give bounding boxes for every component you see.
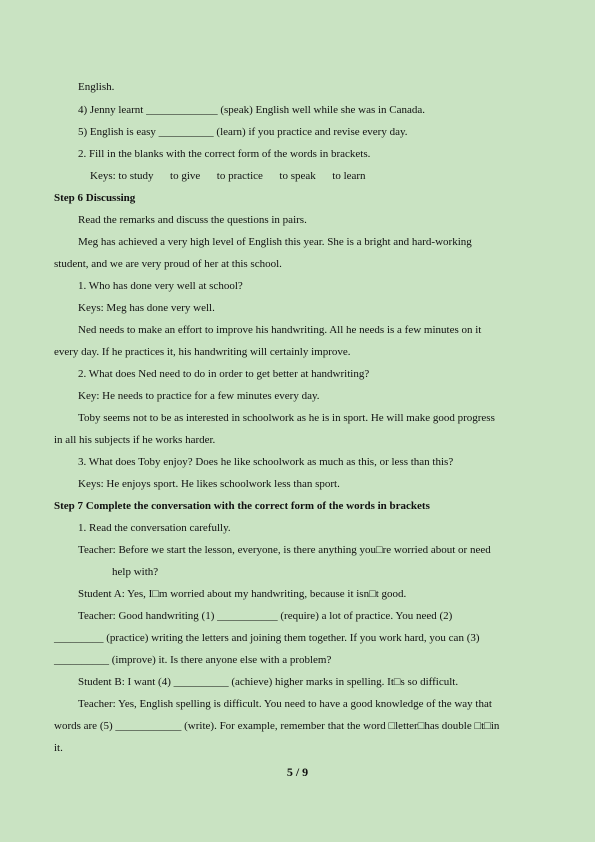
text-line: Teacher: Yes, English spelling is difficult. You need to have a good knowledge of the way that [78, 698, 492, 710]
keys-line: Keys: Meg has done very well. [78, 302, 215, 314]
text-line: 5) English is easy __________ (learn) if you practice and revise every day. [78, 126, 408, 138]
text-line: 4) Jenny learnt _____________ (speak) English well while she was in Canada. [78, 104, 426, 116]
keys-line: Keys: He enjoys sport. He likes schoolwork less than sport. [78, 478, 340, 490]
page-number: 5 / 9 [286, 765, 309, 779]
keys-line: Keys: to study to give to practice to speak to learn [90, 170, 366, 182]
text-line: 2. Fill in the blanks with the correct form of the words in brackets. [78, 148, 371, 160]
text-line: 1. Read the conversation carefully. [78, 522, 231, 534]
text-line: student, and we are very proud of her at this school. [54, 258, 282, 270]
text-line: it. [54, 742, 63, 754]
text-line: help with? [112, 566, 159, 578]
text-line: Toby seems not to be as interested in schoolwork as he is in sport. He will make good progress [78, 412, 495, 424]
question-line: 1. Who has done very well at school? [78, 280, 243, 292]
text-line: Ned needs to make an effort to improve his handwriting. All he needs is a few minutes on it [78, 324, 482, 336]
text-line: Teacher: Good handwriting (1) ___________ (require) a lot of practice. You need (2) [78, 610, 453, 622]
question-line: 2. What does Ned need to do in order to get better at handwriting? [78, 368, 370, 380]
text-line: Student B: I want (4) __________ (achieve) higher marks in spelling. It□s so difficult. [78, 676, 459, 688]
section-heading: Step 6 Discussing [54, 192, 136, 204]
text-line: Student A: Yes, I□m worried about my handwriting, because it isn□t good. [78, 588, 407, 600]
text-line: _________ (practice) writing the letters and joining them together. If you work hard, you can (3) [54, 632, 480, 644]
text-line: Teacher: Before we start the lesson, everyone, is there anything you□re worried about or need [78, 544, 491, 556]
question-line: 3. What does Toby enjoy? Does he like schoolwork as much as this, or less than this? [78, 456, 454, 468]
text-line: __________ (improve) it. Is there anyone else with a problem? [54, 654, 332, 666]
keys-line: Key: He needs to practice for a few minutes every day. [78, 390, 320, 402]
text-line: words are (5) ____________ (write). For example, remember that the word □letter□has double □t□in [54, 720, 500, 732]
text-line: Read the remarks and discuss the questions in pairs. [78, 214, 307, 226]
text-line: English. [78, 81, 115, 93]
text-line: every day. If he practices it, his handwriting will certainly improve. [54, 346, 351, 358]
text-line: Meg has achieved a very high level of English this year. She is a bright and hard-working [78, 236, 472, 248]
section-heading: Step 7 Complete the conversation with the correct form of the words in brackets [54, 500, 430, 512]
text-line: in all his subjects if he works harder. [54, 434, 216, 446]
